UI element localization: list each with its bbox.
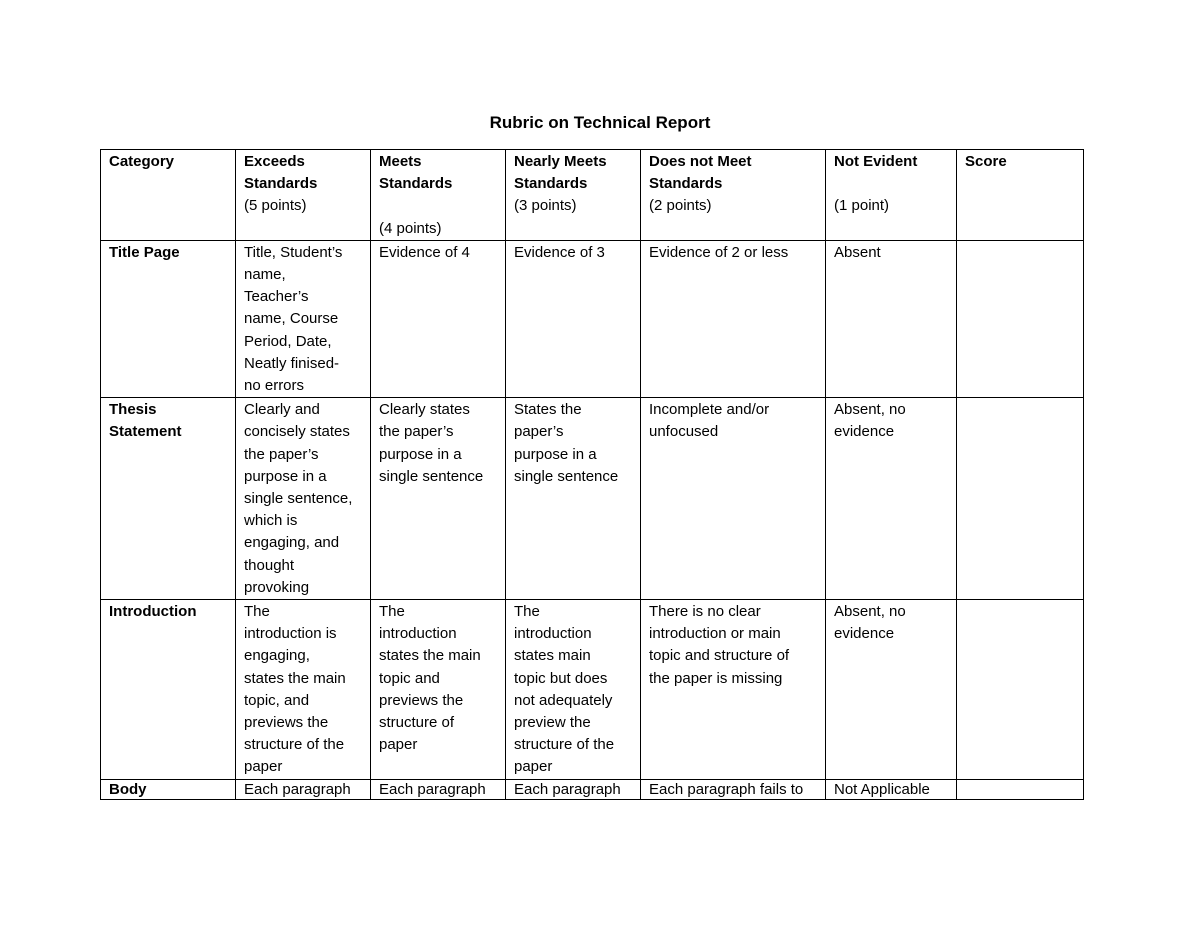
- rubric-row-thesis: [101, 398, 1084, 600]
- row-category: Body: [101, 779, 236, 799]
- cell-exceeds: Title, Student’s name, Teacher’s name, Course Period, Date, Neatly finised- no errors: [236, 240, 371, 397]
- header-notevident-label: Not Evident: [834, 153, 918, 170]
- rubric-table: [100, 149, 1084, 800]
- cell-meets: Each paragraph: [371, 779, 506, 799]
- cell-nearly: Evidence of 3: [506, 240, 641, 397]
- row-category: Thesis Statement: [101, 398, 236, 600]
- header-doesnot-label: Does not Meet Standards: [649, 153, 752, 193]
- cell-score: [957, 398, 1084, 600]
- header-doesnot: [641, 150, 826, 241]
- header-meets-label: Meets Standards: [379, 153, 453, 193]
- cell-exceeds: The introduction is engaging, states the main topic, and previews the structure of the paper: [236, 600, 371, 780]
- cell-doesnot: Incomplete and/or unfocused: [641, 398, 826, 600]
- cell-meets: Clearly states the paper’s purpose in a single sentence: [371, 398, 506, 600]
- header-notevident: [826, 150, 957, 241]
- rubric-row-body: [101, 779, 1084, 799]
- cell-notevident: Absent, no evidence: [826, 600, 957, 780]
- header-meets: [371, 150, 506, 241]
- header-row: [101, 150, 1084, 241]
- cell-exceeds: Each paragraph: [236, 779, 371, 799]
- row-category: Introduction: [101, 600, 236, 780]
- rubric-row-title-page: [101, 240, 1084, 397]
- cell-meets: Evidence of 4: [371, 240, 506, 397]
- header-exceeds-label: Exceeds Standards: [244, 153, 318, 193]
- cell-doesnot: Each paragraph fails to: [641, 779, 826, 799]
- header-exceeds-points: (5 points): [244, 197, 307, 215]
- cell-nearly: Each paragraph: [506, 779, 641, 799]
- header-meets-points: (4 points): [379, 219, 442, 237]
- cell-meets: The introduction states the main topic and previews the structure of paper: [371, 600, 506, 780]
- row-category: Title Page: [101, 240, 236, 397]
- header-exceeds: [236, 150, 371, 241]
- cell-score: [957, 779, 1084, 799]
- cell-exceeds: Clearly and concisely states the paper’s purpose in a single sentence, which is engaging, and thought provoking: [236, 398, 371, 600]
- header-nearly-points: (3 points): [514, 197, 577, 215]
- header-category: Category: [101, 150, 236, 241]
- cell-notevident: Absent, no evidence: [826, 398, 957, 600]
- header-nearly-label: Nearly Meets Standards: [514, 153, 607, 193]
- document-title: Rubric on Technical Report: [489, 113, 711, 132]
- cell-notevident: Not Applicable: [826, 779, 957, 799]
- header-score: Score: [957, 150, 1084, 241]
- header-doesnot-points: (2 points): [649, 197, 712, 215]
- cell-doesnot: Evidence of 2 or less: [641, 240, 826, 397]
- cell-nearly: States the paper’s purpose in a single sentence: [506, 398, 641, 600]
- header-nearly: [506, 150, 641, 241]
- cell-doesnot: There is no clear introduction or main topic and structure of the paper is missing: [641, 600, 826, 780]
- header-notevident-points: (1 point): [834, 197, 890, 215]
- rubric-row-introduction: [101, 600, 1084, 780]
- cell-score: [957, 600, 1084, 780]
- cell-nearly: The introduction states main topic but does not adequately preview the structure of the paper: [506, 600, 641, 780]
- cell-score: [957, 240, 1084, 397]
- cell-notevident: Absent: [826, 240, 957, 397]
